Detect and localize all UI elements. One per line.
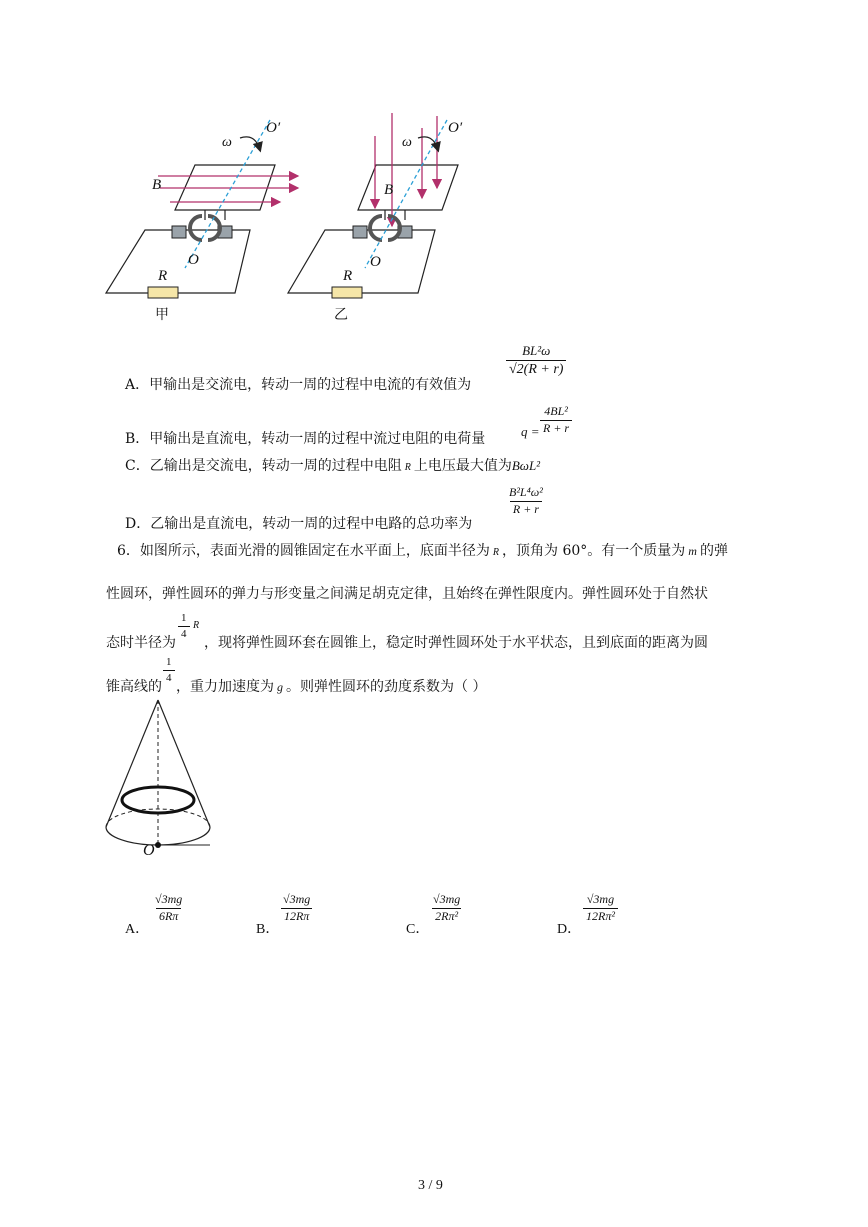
q5-option-b: B．甲输出是直流电，转动一周的过程中流过电阻的电荷量 [125,431,486,447]
q5-option-a-formula: $\frac{\text{BL²ω}}{√2(R + r)}$ [506,344,566,378]
q6-line-3a: 态时半径为 [106,635,176,651]
generator-figure [100,108,470,328]
q6-line-3-var: R [193,620,200,631]
q5-option-b-lhs: q = [521,424,540,439]
q5-option-c [125,455,540,475]
q6-option-c-formula: $\frac{√3mg}{\text{2Rπ²}}$ [433,892,461,923]
q6-var-r: R [492,547,500,558]
q5-option-d: D．乙输出是直流电，转动一周的过程中电路的总功率为 [125,516,473,532]
q6-line-4b [176,676,486,696]
oprime-label-right: O′ [448,120,463,136]
q6-var-m: m [688,544,697,558]
q6-line-1a: 6．如图所示，表面光滑的圆锥固定在水平面上，底面半径为 [117,543,490,559]
r-label-left: R [158,268,168,284]
q6-line-2: 性圆环，弹性圆环的弹力与形变量之间满足胡克定律，且始终在弹性限度内。弹性圆环处于自然状 [106,586,708,602]
b-label-left: B [152,177,162,193]
q6-line-3b: ，现将弹性圆环套在圆锥上，稳定时弹性圆环处于水平状态，且到底面的距离为圆 [204,635,708,651]
q6-option-d-label: D． [557,922,582,937]
q6-option-a-formula: $\frac{√3mg}{6R\pi}$ [155,892,183,923]
q6-line-4c-text: 。则弹性圆环的劲度系数为（ ） [286,679,487,695]
q6-line-1b: ，顶角为 60°。有一个质量为 [502,543,686,559]
caption-yi: 乙 [334,307,348,323]
q6-line-1 [117,540,728,560]
q6-line-1c: 的弹 [699,543,728,559]
omega-label-right: ω [402,135,412,150]
q6-option-c-label: C． [406,922,430,937]
page-number: 3 / 9 [418,1178,443,1193]
omega-label-left: ω [222,135,232,150]
q5-option-c-var: R [404,462,411,473]
q6-line-4-frac: $\frac{1}{4}$ [163,656,175,684]
cone-figure [100,695,220,870]
q6-line-4a: 锥高线的 [106,679,162,695]
q5-option-c-text-a: C．乙输出是交流电，转动一周的过程中电阻 [125,458,402,474]
o-label-right: O [370,254,381,270]
b-label-right: B [384,182,394,198]
q5-option-a: A．甲输出是交流电，转动一周的过程中电流的有效值为 [125,377,472,393]
q6-option-a-label: A． [125,922,150,937]
q6-line-4b-text: ，重力加速度为 [176,679,274,695]
q6-line-3-frac: $\frac{1}{4}$ [178,612,190,640]
o-label-left: O [188,252,199,268]
r-label-right: R [343,268,353,284]
cone-center-label: O [143,842,155,859]
q6-var-g: g [277,680,283,694]
q6-option-b-formula: $\frac{√3mg}{12R\pi}$ [280,893,313,924]
caption-jia: 甲 [155,307,169,323]
q6-option-d-formula: $\frac{√3mg}{\text{12Rπ²}}$ [583,893,618,924]
q5-option-c-text-b: 上电压最大值为 [413,458,512,474]
oprime-label-left: O′ [266,120,281,136]
q6-option-b-label: B． [256,922,280,937]
q5-option-d-formula: $\frac{\text{B²L⁴ω²}}{R + r}$ [509,485,543,516]
q5-option-b-formula: $\frac{\text{4BL²}}{R + r}$ [540,405,572,436]
diagram-jia [106,120,298,298]
q5-option-c-value: BωL² [511,458,541,473]
